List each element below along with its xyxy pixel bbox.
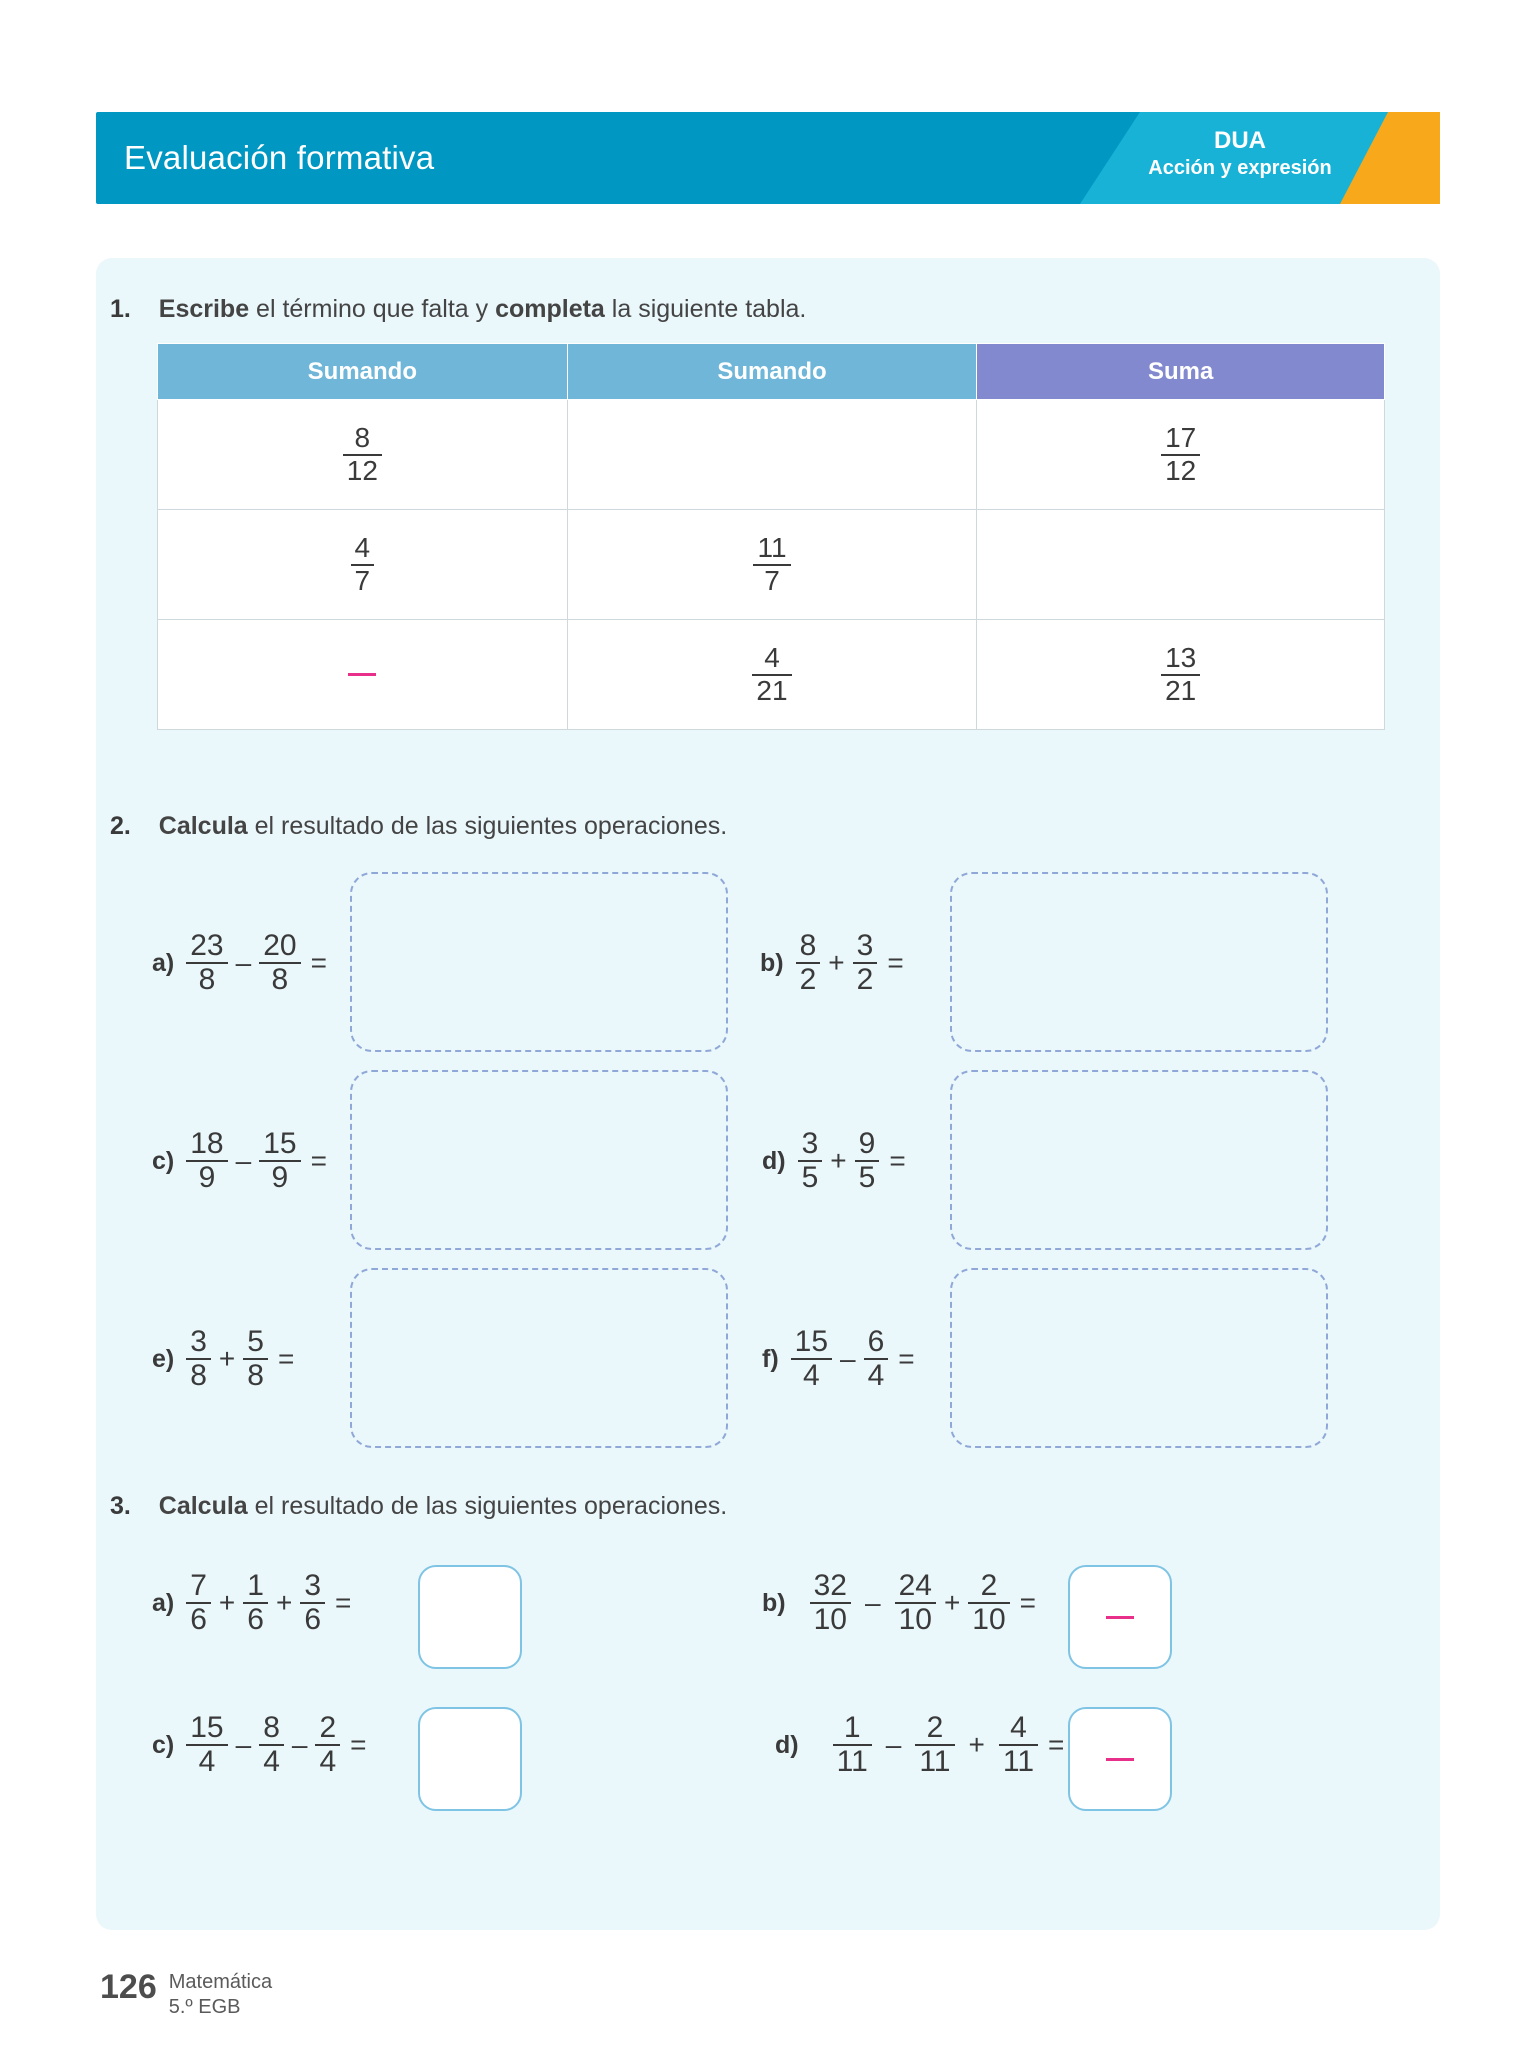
fraction-denominator: 6 — [300, 1602, 325, 1636]
answer-dash-icon — [348, 673, 376, 676]
fraction-denominator: 6 — [243, 1602, 268, 1636]
fraction-denominator: 5 — [855, 1160, 880, 1194]
operation-2f — [762, 1326, 915, 1393]
fraction — [915, 1712, 954, 1779]
fraction-denominator: 11 — [999, 1744, 1038, 1778]
dua-title: DUA — [1214, 127, 1266, 154]
fraction — [752, 643, 791, 705]
fraction — [259, 1128, 300, 1195]
equals-sign: = — [350, 1729, 367, 1761]
fraction-numerator: 13 — [1165, 642, 1197, 674]
operation-3b — [762, 1570, 1036, 1637]
fraction-denominator: 21 — [752, 674, 791, 706]
fraction-numerator: 3 — [801, 1127, 819, 1160]
exercise-1-text-2: la siguiente tabla. — [604, 295, 807, 323]
fraction-numerator: 9 — [858, 1127, 876, 1160]
operation-2b — [760, 930, 904, 997]
exercise-1-number: 1. — [110, 295, 131, 323]
operation-label-2e: e) — [152, 1344, 175, 1373]
operator: – — [235, 947, 252, 979]
equals-sign: = — [277, 1343, 295, 1375]
operator: + — [218, 1343, 236, 1375]
fraction-numerator: 8 — [263, 1711, 280, 1744]
fraction-numerator: 11 — [757, 532, 787, 564]
fraction — [1161, 423, 1200, 485]
fraction-numerator: 8 — [799, 929, 817, 962]
answer-box-2c[interactable] — [350, 1070, 728, 1250]
fraction — [259, 1712, 284, 1779]
answer-box-2b[interactable] — [950, 872, 1328, 1052]
fraction-numerator: 7 — [190, 1569, 207, 1602]
fraction — [186, 1128, 227, 1195]
fraction-denominator: 11 — [833, 1744, 872, 1778]
operation-2a — [152, 930, 327, 997]
operator: + — [830, 1145, 847, 1177]
fraction-numerator: 3 — [856, 929, 874, 962]
fraction-denominator: 9 — [186, 1160, 227, 1194]
page-title: Evaluación formativa — [124, 139, 435, 176]
table-row — [158, 620, 1385, 730]
fraction-denominator: 8 — [186, 962, 227, 996]
equals-sign: = — [889, 1145, 906, 1177]
exercise-2-bold: Calcula — [158, 812, 248, 840]
fraction-denominator: 4 — [186, 1744, 227, 1778]
cell-r1c3 — [977, 400, 1385, 510]
answer-pill-3b[interactable] — [1068, 1565, 1172, 1669]
operator: – — [291, 1729, 308, 1761]
fraction-numerator: 6 — [867, 1325, 885, 1358]
exercise-2-text: el resultado de las siguientes operaciones. — [247, 812, 728, 840]
answer-box-2f[interactable] — [950, 1268, 1328, 1448]
cell-r3c1-answer[interactable] — [158, 620, 568, 730]
operation-label-2b: b) — [760, 948, 784, 977]
operation-label-2f: f) — [762, 1344, 779, 1373]
fraction-numerator: 3 — [304, 1569, 322, 1602]
fraction-numerator: 1 — [843, 1711, 861, 1744]
fraction — [186, 1326, 211, 1393]
page-number: 126 — [100, 1968, 157, 2006]
fraction-numerator: 8 — [354, 422, 371, 454]
fraction — [968, 1570, 1009, 1637]
fraction-denominator: 6 — [186, 1602, 211, 1636]
fraction-numerator: 2 — [319, 1711, 337, 1744]
cell-r2c3-blank[interactable] — [977, 510, 1385, 620]
fraction-numerator: 2 — [980, 1569, 998, 1602]
column-header-sumando-2: Sumando — [567, 344, 977, 400]
fraction — [186, 1712, 227, 1779]
equals-sign: = — [310, 1145, 327, 1177]
fraction-numerator: 18 — [190, 1127, 224, 1160]
footer-subject: Matemática — [168, 1971, 273, 1993]
fraction-denominator: 9 — [259, 1160, 300, 1194]
equals-sign: = — [335, 1587, 352, 1619]
exercise-3-text: el resultado de las siguientes operaciones. — [247, 1492, 728, 1520]
operation-label-2a: a) — [152, 948, 175, 977]
operation-label-3a: a) — [152, 1588, 175, 1617]
fraction-numerator: 20 — [263, 929, 297, 962]
fraction-denominator: 4 — [315, 1744, 340, 1778]
fraction-numerator: 23 — [190, 929, 224, 962]
column-header-sumando-1: Sumando — [158, 344, 568, 400]
cell-r3c3 — [977, 620, 1385, 730]
fraction — [999, 1712, 1038, 1779]
fraction — [864, 1326, 889, 1393]
operator: + — [968, 1729, 985, 1761]
fraction-denominator: 10 — [810, 1602, 851, 1636]
fraction-denominator: 8 — [259, 962, 300, 996]
fraction — [300, 1570, 325, 1637]
footer-level: 5.º EGB — [168, 1996, 241, 2018]
dua-subtitle: Acción y expresión — [1148, 157, 1332, 179]
operation-3a — [152, 1570, 351, 1637]
operation-label-3b: b) — [762, 1588, 786, 1617]
fraction — [243, 1570, 268, 1637]
answer-dash-icon — [1106, 1616, 1134, 1619]
fraction — [186, 1570, 211, 1637]
fraction — [343, 423, 382, 485]
cell-r3c2 — [567, 620, 977, 730]
fraction — [791, 1326, 832, 1393]
exercise-1-bold-1: Escribe — [158, 295, 250, 323]
table-header-row — [158, 344, 1385, 400]
equals-sign: = — [310, 947, 327, 979]
operation-label-3c: c) — [152, 1730, 175, 1759]
operation-3c — [152, 1712, 367, 1779]
answer-pill-3c[interactable] — [418, 1707, 522, 1811]
equals-sign: = — [898, 1343, 915, 1375]
operation-label-2c: c) — [152, 1146, 175, 1175]
page-footer — [100, 1970, 272, 2020]
operator: – — [864, 1587, 881, 1619]
answer-pill-3a[interactable] — [418, 1565, 522, 1669]
fraction — [753, 533, 790, 595]
fraction-denominator: 4 — [791, 1358, 832, 1392]
operator: – — [235, 1729, 252, 1761]
fraction — [243, 1326, 268, 1393]
column-header-suma: Suma — [977, 344, 1385, 400]
fraction — [186, 930, 227, 997]
fraction-numerator: 2 — [926, 1711, 944, 1744]
answer-pill-3d[interactable] — [1068, 1707, 1172, 1811]
fraction-denominator: 10 — [968, 1602, 1009, 1636]
fraction-denominator: 4 — [864, 1358, 889, 1392]
operation-3d — [775, 1712, 1064, 1779]
fraction-denominator: 8 — [186, 1358, 211, 1392]
cell-r2c1 — [158, 510, 568, 620]
fraction — [796, 930, 821, 997]
fraction-numerator: 15 — [190, 1711, 224, 1744]
fraction — [351, 533, 375, 595]
fraction-numerator: 4 — [1010, 1711, 1027, 1744]
fraction — [810, 1570, 851, 1637]
exercise-3-number: 3. — [110, 1492, 131, 1520]
exercise-3-heading — [110, 1492, 727, 1521]
table-row — [158, 510, 1385, 620]
fraction-denominator: 5 — [798, 1160, 823, 1194]
exercise-1-text-1: el término que falta y — [249, 295, 496, 323]
fraction-denominator: 4 — [259, 1744, 284, 1778]
answer-box-2e[interactable] — [350, 1268, 728, 1448]
fraction-numerator: 4 — [354, 532, 371, 564]
exercise-2-heading — [110, 812, 727, 841]
answer-box-2a[interactable] — [350, 872, 728, 1052]
fraction-denominator: 11 — [915, 1744, 954, 1778]
fraction-numerator: 15 — [263, 1127, 297, 1160]
fraction-denominator: 10 — [895, 1602, 936, 1636]
fraction-numerator: 15 — [794, 1325, 829, 1358]
cell-r2c2 — [567, 510, 977, 620]
exercise-3-bold: Calcula — [158, 1492, 248, 1520]
fraction — [853, 930, 878, 997]
operation-2e — [152, 1326, 294, 1393]
fraction — [259, 930, 300, 997]
operation-2d — [762, 1128, 906, 1195]
cell-r1c1 — [158, 400, 568, 510]
operator: + — [828, 947, 845, 979]
equals-sign: = — [887, 947, 904, 979]
fraction-denominator: 12 — [1161, 454, 1200, 486]
fraction-denominator: 7 — [753, 564, 790, 596]
operation-2c — [152, 1128, 327, 1195]
exercise-2-number: 2. — [110, 812, 131, 840]
table-row — [158, 400, 1385, 510]
exercise-1-bold-2: completa — [495, 295, 605, 323]
fraction-numerator: 5 — [247, 1325, 264, 1358]
fraction-numerator: 1 — [247, 1569, 264, 1602]
answer-box-2d[interactable] — [950, 1070, 1328, 1250]
page-header — [96, 112, 1440, 204]
fraction-denominator: 2 — [796, 962, 821, 996]
fraction-denominator: 7 — [351, 564, 375, 596]
fraction — [833, 1712, 872, 1779]
operation-label-3d: d) — [775, 1730, 799, 1759]
answer-dash-icon — [1106, 1758, 1134, 1761]
operator: – — [885, 1729, 902, 1761]
fraction-numerator: 3 — [190, 1325, 207, 1358]
equals-sign: = — [1048, 1729, 1065, 1761]
equals-sign: = — [1019, 1587, 1037, 1619]
fraction-numerator: 32 — [813, 1569, 847, 1602]
fraction — [798, 1128, 823, 1195]
cell-r1c2-blank[interactable] — [567, 400, 977, 510]
operation-label-2d: d) — [762, 1146, 786, 1175]
operator: + — [943, 1587, 961, 1619]
fraction — [1161, 643, 1200, 705]
sumando-suma-table — [157, 343, 1385, 730]
fraction — [315, 1712, 340, 1779]
dua-badge — [1100, 126, 1380, 181]
fraction-denominator: 2 — [853, 962, 878, 996]
fraction-numerator: 17 — [1165, 422, 1197, 454]
fraction-numerator: 24 — [898, 1569, 932, 1602]
operator: + — [275, 1587, 293, 1619]
operator: + — [218, 1587, 236, 1619]
exercise-1-heading — [110, 295, 806, 324]
fraction-numerator: 4 — [764, 642, 780, 674]
operator: – — [235, 1145, 252, 1177]
fraction-denominator: 21 — [1161, 674, 1200, 706]
fraction — [855, 1128, 880, 1195]
fraction-denominator: 8 — [243, 1358, 268, 1392]
operator: – — [840, 1343, 856, 1375]
fraction-denominator: 12 — [343, 454, 382, 486]
fraction — [895, 1570, 936, 1637]
